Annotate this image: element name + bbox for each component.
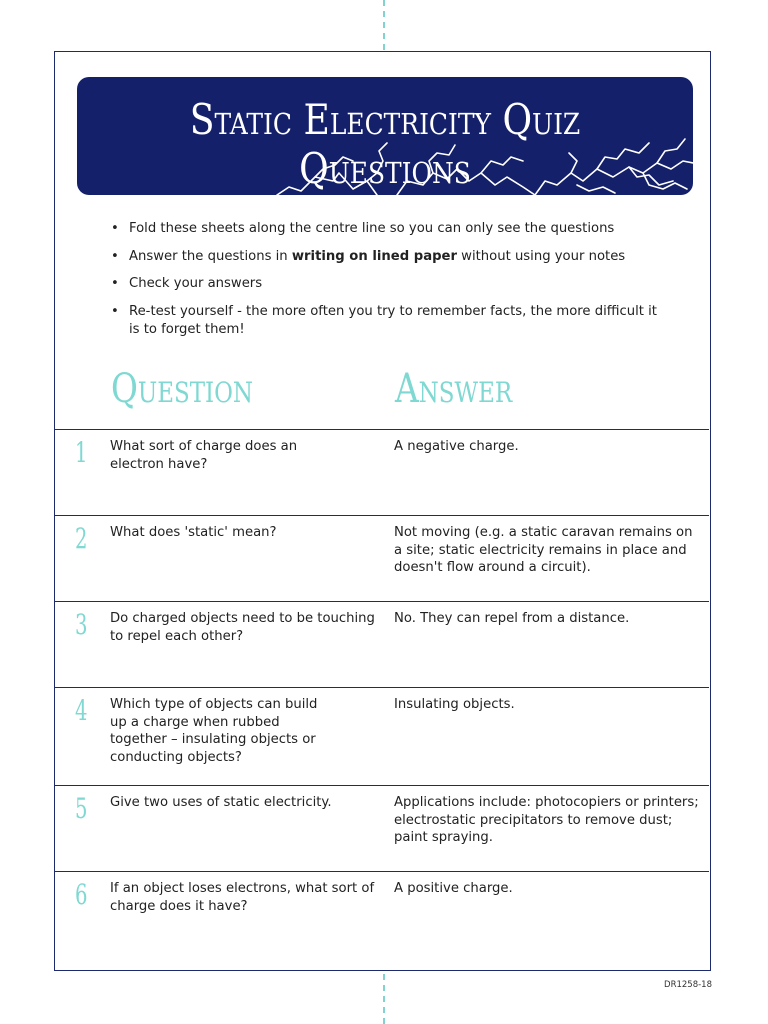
question-number: 1 xyxy=(75,436,88,469)
instruction-item: • Re-test yourself - the more often you try to remember facts, the more difficult it is to forget them! xyxy=(111,303,657,337)
answer-text: A negative charge. xyxy=(394,439,519,454)
question-column-header: Question xyxy=(111,366,254,412)
quiz-row xyxy=(55,687,709,785)
instruction-item: • Answer the questions in writing on lined paper without using your notes xyxy=(111,248,626,264)
question-text: What sort of charge does an electron have? xyxy=(110,439,298,472)
answer-text: Insulating objects. xyxy=(394,697,515,712)
question-number: 6 xyxy=(75,878,88,911)
question-text: If an object loses electrons, what sort of charge does it have? xyxy=(110,881,375,914)
question-number: 2 xyxy=(75,522,88,555)
bullet-icon: • xyxy=(111,221,119,236)
quiz-sheet xyxy=(54,51,711,971)
fold-line-top xyxy=(383,0,385,50)
bullet-icon: • xyxy=(111,303,119,319)
quiz-row xyxy=(55,515,709,601)
question-number: 5 xyxy=(75,792,88,825)
quiz-row xyxy=(55,601,709,687)
bullet-icon: • xyxy=(111,276,119,291)
title-banner xyxy=(77,77,693,195)
bullet-icon: • xyxy=(111,248,119,264)
quiz-row xyxy=(55,785,709,871)
question-text: Which type of objects can build up a charge when rubbed together – insulating objects or conducting objects? xyxy=(110,697,318,765)
question-number: 3 xyxy=(75,608,88,641)
quiz-row xyxy=(55,429,709,515)
instruction-item: • Check your answers xyxy=(111,276,263,291)
answer-text: Applications include: photocopiers or printers; electrostatic precipitators to remove dust; paint spraying. xyxy=(394,795,699,845)
question-text: Do charged objects need to be touching to repel each other? xyxy=(110,611,375,644)
quiz-row xyxy=(55,871,709,969)
instructions-list xyxy=(111,220,671,348)
answer-text: No. They can repel from a distance. xyxy=(394,611,630,626)
answer-column-header: Answer xyxy=(395,366,513,412)
instruction-item: • Fold these sheets along the centre line so you can only see the questions xyxy=(111,221,615,236)
question-text: Give two uses of static electricity. xyxy=(110,795,332,810)
question-text: What does 'static' mean? xyxy=(110,525,277,540)
answer-text: Not moving (e.g. a static caravan remains on a site; static electricity remains in place and doesn't flow around a circuit). xyxy=(394,525,693,575)
lightning-decoration-icon xyxy=(77,77,693,195)
fold-line-bottom xyxy=(383,974,385,1024)
page-title: Static Electricity Quiz Questions xyxy=(189,95,581,193)
document-code: DR1258-18 xyxy=(664,980,712,990)
emphasis-text: writing on lined paper xyxy=(291,248,457,264)
question-number: 4 xyxy=(75,694,88,727)
answer-text: A positive charge. xyxy=(394,881,513,896)
